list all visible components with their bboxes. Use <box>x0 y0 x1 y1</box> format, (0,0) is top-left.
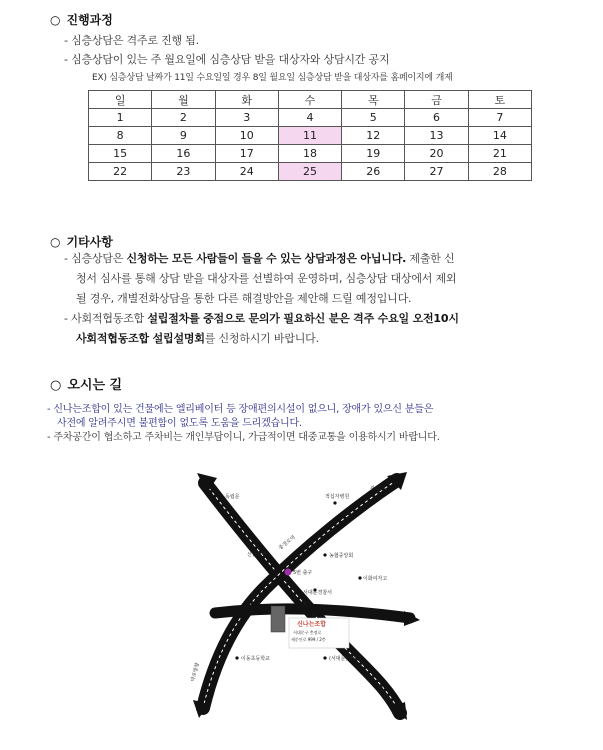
calendar-week-row <box>89 109 532 127</box>
map-label-dongnimmun: 독립문 <box>225 494 240 500</box>
calendar-day: 26 <box>342 163 405 181</box>
landmark-dot <box>323 656 326 659</box>
calendar-week-row <box>89 163 532 181</box>
misc-paragraph-1-line-3: 될 경우, 개별전화상담을 통한 다른 해결방안을 제안해 드릴 예정입니다. <box>76 292 412 305</box>
weekday-header: 목 <box>342 91 405 109</box>
map-label-sinhan: 신한은행 <box>247 552 267 558</box>
calendar-day: 5 <box>342 109 405 127</box>
calendar-day: 8 <box>89 127 152 145</box>
process-example: EX) 심층상담 날짜가 11일 수요일일 경우 8일 월요일 심층상담 받을 대상자를 홈페이지에 개제 <box>92 73 453 83</box>
calendar-day: 4 <box>278 109 341 127</box>
calendar-week-row <box>89 127 532 145</box>
map-label-gwanghwamun: 광화문 <box>370 486 385 492</box>
directions-line-2: 사전에 알려주시면 불편함이 없도록 도움을 드리겠습니다. <box>57 418 302 429</box>
calendar-day: 17 <box>215 145 278 163</box>
calendar-day: 10 <box>215 127 278 145</box>
landmark-dot <box>333 501 336 504</box>
process-heading-text: 진행과정 <box>66 13 113 27</box>
section-heading-misc <box>50 233 113 250</box>
landmark-dot <box>323 553 326 556</box>
calendar-day: 22 <box>89 163 152 181</box>
map-label-chungjeong: 충정로역 <box>277 534 297 552</box>
calendar-day: 27 <box>405 163 468 181</box>
process-line-1: - 심층상담은 격주로 진행 됨. <box>64 34 199 47</box>
weekday-header: 토 <box>468 91 531 109</box>
circle-bullet-icon: ○ <box>50 235 61 249</box>
calendar-day: 6 <box>405 109 468 127</box>
landmark-dot <box>358 576 361 579</box>
circle-bullet-icon: ○ <box>50 378 62 393</box>
calendar-day: 18 <box>278 145 341 163</box>
subway-icon <box>285 569 292 576</box>
weekday-header: 화 <box>215 91 278 109</box>
weekday-header: 수 <box>278 91 341 109</box>
map-label-address: 서대문구 충정로 <box>293 630 322 635</box>
calendar-day: 13 <box>405 127 468 145</box>
map-label-office: 신나는조합 <box>297 621 326 628</box>
misc-bold-text: 설립절차를 중점으로 문의가 필요하신 분은 격주 수요일 오전10시 <box>147 312 459 325</box>
calendar-header-row <box>89 91 532 109</box>
calendar-day: 24 <box>215 163 278 181</box>
calendar-day: 9 <box>152 127 215 145</box>
misc-bold-text: 사회적협동조합 설립설명회 <box>76 332 205 345</box>
calendar-day: 14 <box>468 127 531 145</box>
location-map <box>185 468 430 720</box>
misc-text: - 사회적협동조합 <box>64 312 148 325</box>
schedule-calendar <box>88 90 532 181</box>
building-icon <box>271 606 285 632</box>
landmark-dot <box>235 656 238 659</box>
weekday-header: 금 <box>405 91 468 109</box>
map-label-idong: 이동초등학교 <box>241 656 270 662</box>
calendar-day: 7 <box>468 109 531 127</box>
directions-line-3: - 주차공간이 협소하고 주차비는 개인부담이니, 가급적이면 대중교통을 이용하시기 바랍니다. <box>47 432 440 443</box>
misc-paragraph-1-line-2: 청서 심사를 통해 상담 받을 대상자를 선별하여 운영하며, 심층상담 대상에서 제외 <box>76 272 457 285</box>
directions-heading-text: 오시는 길 <box>67 378 123 393</box>
circle-bullet-icon: ○ <box>50 13 61 27</box>
misc-text: 를 신청하시기 바랍니다. <box>204 332 319 345</box>
weekday-header: 일 <box>89 91 152 109</box>
calendar-day: 16 <box>152 145 215 163</box>
map-label-seodaemun-police: 서대문경찰서 <box>303 590 332 596</box>
section-heading-process <box>50 11 113 28</box>
calendar-day: 20 <box>405 145 468 163</box>
misc-bold-text: 신청하는 모든 사람들이 들을 수 있는 상담과정은 아닙니다. <box>126 252 407 265</box>
calendar-day-highlighted: 25 <box>278 163 341 181</box>
map-label-ewha: 이화여자고 <box>363 576 388 582</box>
misc-paragraph-1-line-1 <box>64 250 454 266</box>
calendar-day: 21 <box>468 145 531 163</box>
misc-paragraph-2-line-2 <box>76 330 319 346</box>
calendar-week-row <box>89 145 532 163</box>
weekday-header: 월 <box>152 91 215 109</box>
calendar-day: 28 <box>468 163 531 181</box>
calendar-day: 19 <box>342 145 405 163</box>
misc-text: - 심층상담은 <box>64 252 127 265</box>
map-label-nonghyup: 농협중앙회 <box>329 553 354 559</box>
directions-line-1: - 신나는조합이 있는 건물에는 엘리베이터 등 장애편의시설이 없으니, 장애가 있으신 분들은 <box>47 404 434 415</box>
misc-heading-text: 기타사항 <box>66 235 113 249</box>
section-heading-directions <box>50 374 122 393</box>
process-line-2: - 심층상담이 있는 주 월요일에 심층상담 받을 대상자와 상담시간 공지 <box>64 53 390 66</box>
misc-paragraph-2-line-1 <box>64 310 459 326</box>
map-label-mapo: 마포방향 <box>190 662 201 683</box>
map-label-address-2: 새문안로 999 / 2층 <box>291 637 326 642</box>
calendar-day: 15 <box>89 145 152 163</box>
map-label-station: 5번 출구 <box>293 570 313 576</box>
calendar-day-highlighted: 11 <box>278 127 341 145</box>
calendar-day: 2 <box>152 109 215 127</box>
calendar-day: 1 <box>89 109 152 127</box>
map-label-jeoksip: 적십자병원 <box>325 494 350 500</box>
road-diagonal-a <box>205 483 400 713</box>
calendar-day: 12 <box>342 127 405 145</box>
calendar-day: 23 <box>152 163 215 181</box>
map-label-sinchon: 신촌방향 <box>375 683 391 704</box>
map-label-seodaemun: (서대문)경찰청 <box>329 656 362 662</box>
misc-text: 제출한 신 <box>406 252 455 265</box>
calendar-day: 3 <box>215 109 278 127</box>
